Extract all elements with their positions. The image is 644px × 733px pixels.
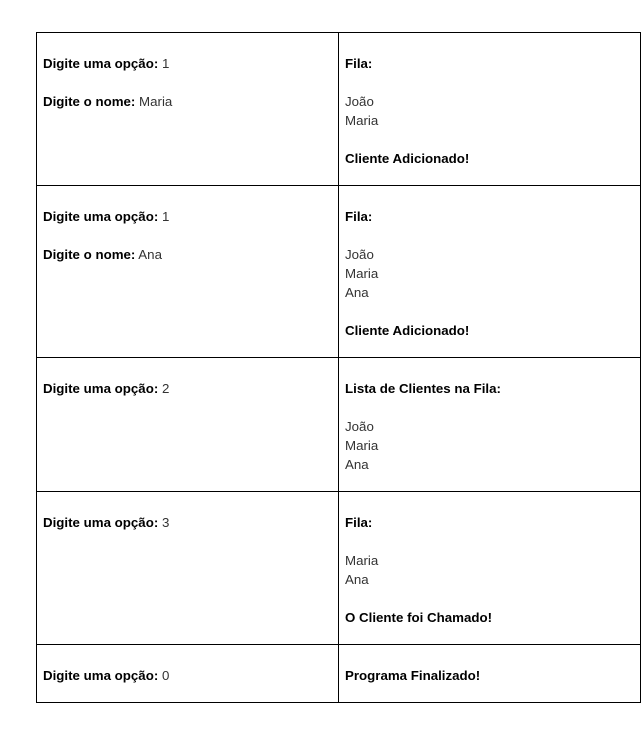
prompt-value: 1 [158, 56, 170, 71]
queue-item: Ana [345, 572, 369, 587]
queue-item: Ana [345, 285, 369, 300]
prompt-label: Digite uma opção: [43, 668, 159, 683]
prompt-line [43, 245, 332, 264]
output-message: Cliente Adicionado! [345, 323, 470, 338]
output-cell [339, 645, 641, 703]
queue-item: Maria [345, 113, 379, 128]
input-cell [37, 186, 339, 358]
output-message: O Cliente foi Chamado! [345, 610, 493, 625]
input-cell [37, 358, 339, 492]
prompt-label: Digite uma opção: [43, 381, 159, 396]
prompt-line [43, 666, 332, 685]
queue-item: Maria [345, 553, 379, 568]
output-cell [339, 33, 641, 186]
queue-item: Ana [345, 457, 369, 472]
output-cell [339, 492, 641, 645]
console-io-table [36, 32, 641, 703]
queue-item: Maria [345, 438, 379, 453]
prompt-value: 0 [158, 668, 170, 683]
prompt-label: Digite o nome: [43, 247, 136, 262]
prompt-value: 3 [158, 515, 170, 530]
queue-item: João [345, 247, 374, 262]
prompt-value: Maria [135, 94, 173, 109]
prompt-value: 1 [158, 209, 170, 224]
prompt-label: Digite uma opção: [43, 515, 159, 530]
output-cell [339, 186, 641, 358]
prompt-line [43, 207, 332, 226]
table-row [37, 492, 641, 645]
table-row [37, 358, 641, 492]
output-header: Lista de Clientes na Fila: [345, 381, 501, 396]
prompt-label: Digite o nome: [43, 94, 136, 109]
queue-item: João [345, 419, 374, 434]
output-header: Fila: [345, 56, 373, 71]
prompt-label: Digite uma opção: [43, 56, 159, 71]
queue-item: Maria [345, 266, 379, 281]
output-cell [339, 358, 641, 492]
table-row [37, 645, 641, 703]
table-row [37, 186, 641, 358]
output-header: Fila: [345, 515, 373, 530]
output-header: Programa Finalizado! [345, 668, 481, 683]
table-row [37, 33, 641, 186]
prompt-value: Ana [135, 247, 162, 262]
prompt-label: Digite uma opção: [43, 209, 159, 224]
prompt-line [43, 513, 332, 532]
prompt-line [43, 54, 332, 73]
queue-item: João [345, 94, 374, 109]
output-message: Cliente Adicionado! [345, 151, 470, 166]
prompt-line [43, 92, 332, 111]
prompt-line [43, 379, 332, 398]
prompt-value: 2 [158, 381, 170, 396]
output-header: Fila: [345, 209, 373, 224]
input-cell [37, 492, 339, 645]
input-cell [37, 33, 339, 186]
input-cell [37, 645, 339, 703]
